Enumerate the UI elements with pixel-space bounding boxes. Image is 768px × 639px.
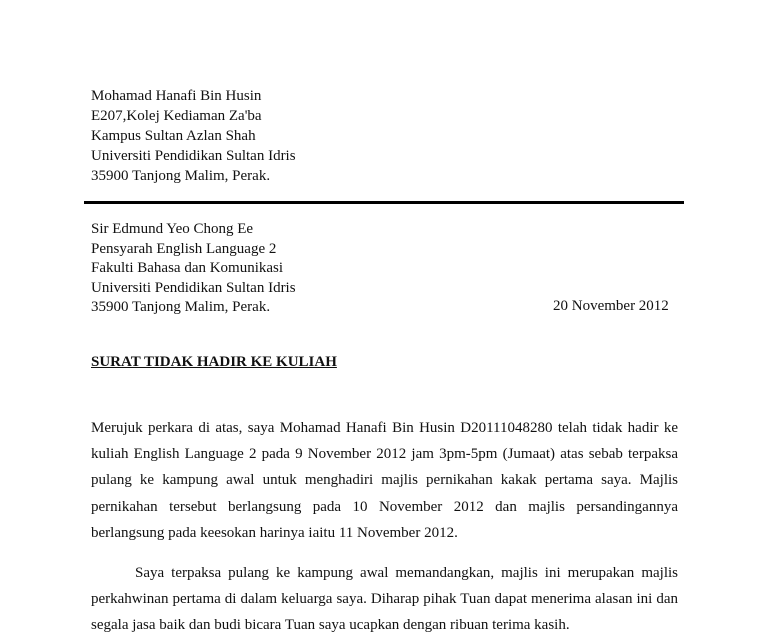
sender-name: Mohamad Hanafi Bin Husin <box>91 88 262 104</box>
recipient-address-line: Universiti Pendidikan Sultan Idris <box>91 279 296 296</box>
sender-address-line: Kampus Sultan Azlan Shah <box>91 128 256 144</box>
recipient-address-line: Fakulti Bahasa dan Komunikasi <box>91 260 284 276</box>
sender-address <box>91 86 296 186</box>
recipient-address <box>91 220 296 318</box>
header-divider <box>84 201 684 204</box>
recipient-address-line: Pensyarah English Language 2 <box>91 240 277 257</box>
letter-subject: SURAT TIDAK HADIR KE KULIAH <box>91 354 337 370</box>
recipient-name: Sir Edmund Yeo Chong Ee <box>91 221 254 237</box>
sender-address-line: 35900 Tanjong Malim, Perak. <box>91 168 271 184</box>
letter-date: 20 November 2012 <box>553 298 669 314</box>
body-paragraph: Saya terpaksa pulang ke kampung awal memandangkan, majlis ini merupakan majlis perkahwinan pertama di dalam keluarga saya. Diharap pihak Tuan dapat menerima alasan ini dan segala jasa baik dan budi bicara Tuan saya ucapkan dengan ribuan terima kasih. <box>91 565 678 634</box>
sender-address-line: Universiti Pendidikan Sultan Idris <box>91 148 296 164</box>
sender-address-line: E207,Kolej Kediaman Za'ba <box>91 108 262 124</box>
recipient-address-line: 35900 Tanjong Malim, Perak. <box>91 299 271 315</box>
body-paragraph: Merujuk perkara di atas, saya Mohamad Hanafi Bin Husin D20111048280 telah tidak hadir ke kuliah English Language 2 pada 9 November 2012 jam 3pm-5pm (Jumaat) atas sebab terpaksa pulang ke kampung awal untuk menghadiri majlis pernikahan kakak pertama saya. Majlis pernikahan tersebut berlangsung pada 10 November 2012 dan majlis persandingannya berlangsung pada keesokan harinya iaitu 11 November 2012. <box>91 420 678 541</box>
